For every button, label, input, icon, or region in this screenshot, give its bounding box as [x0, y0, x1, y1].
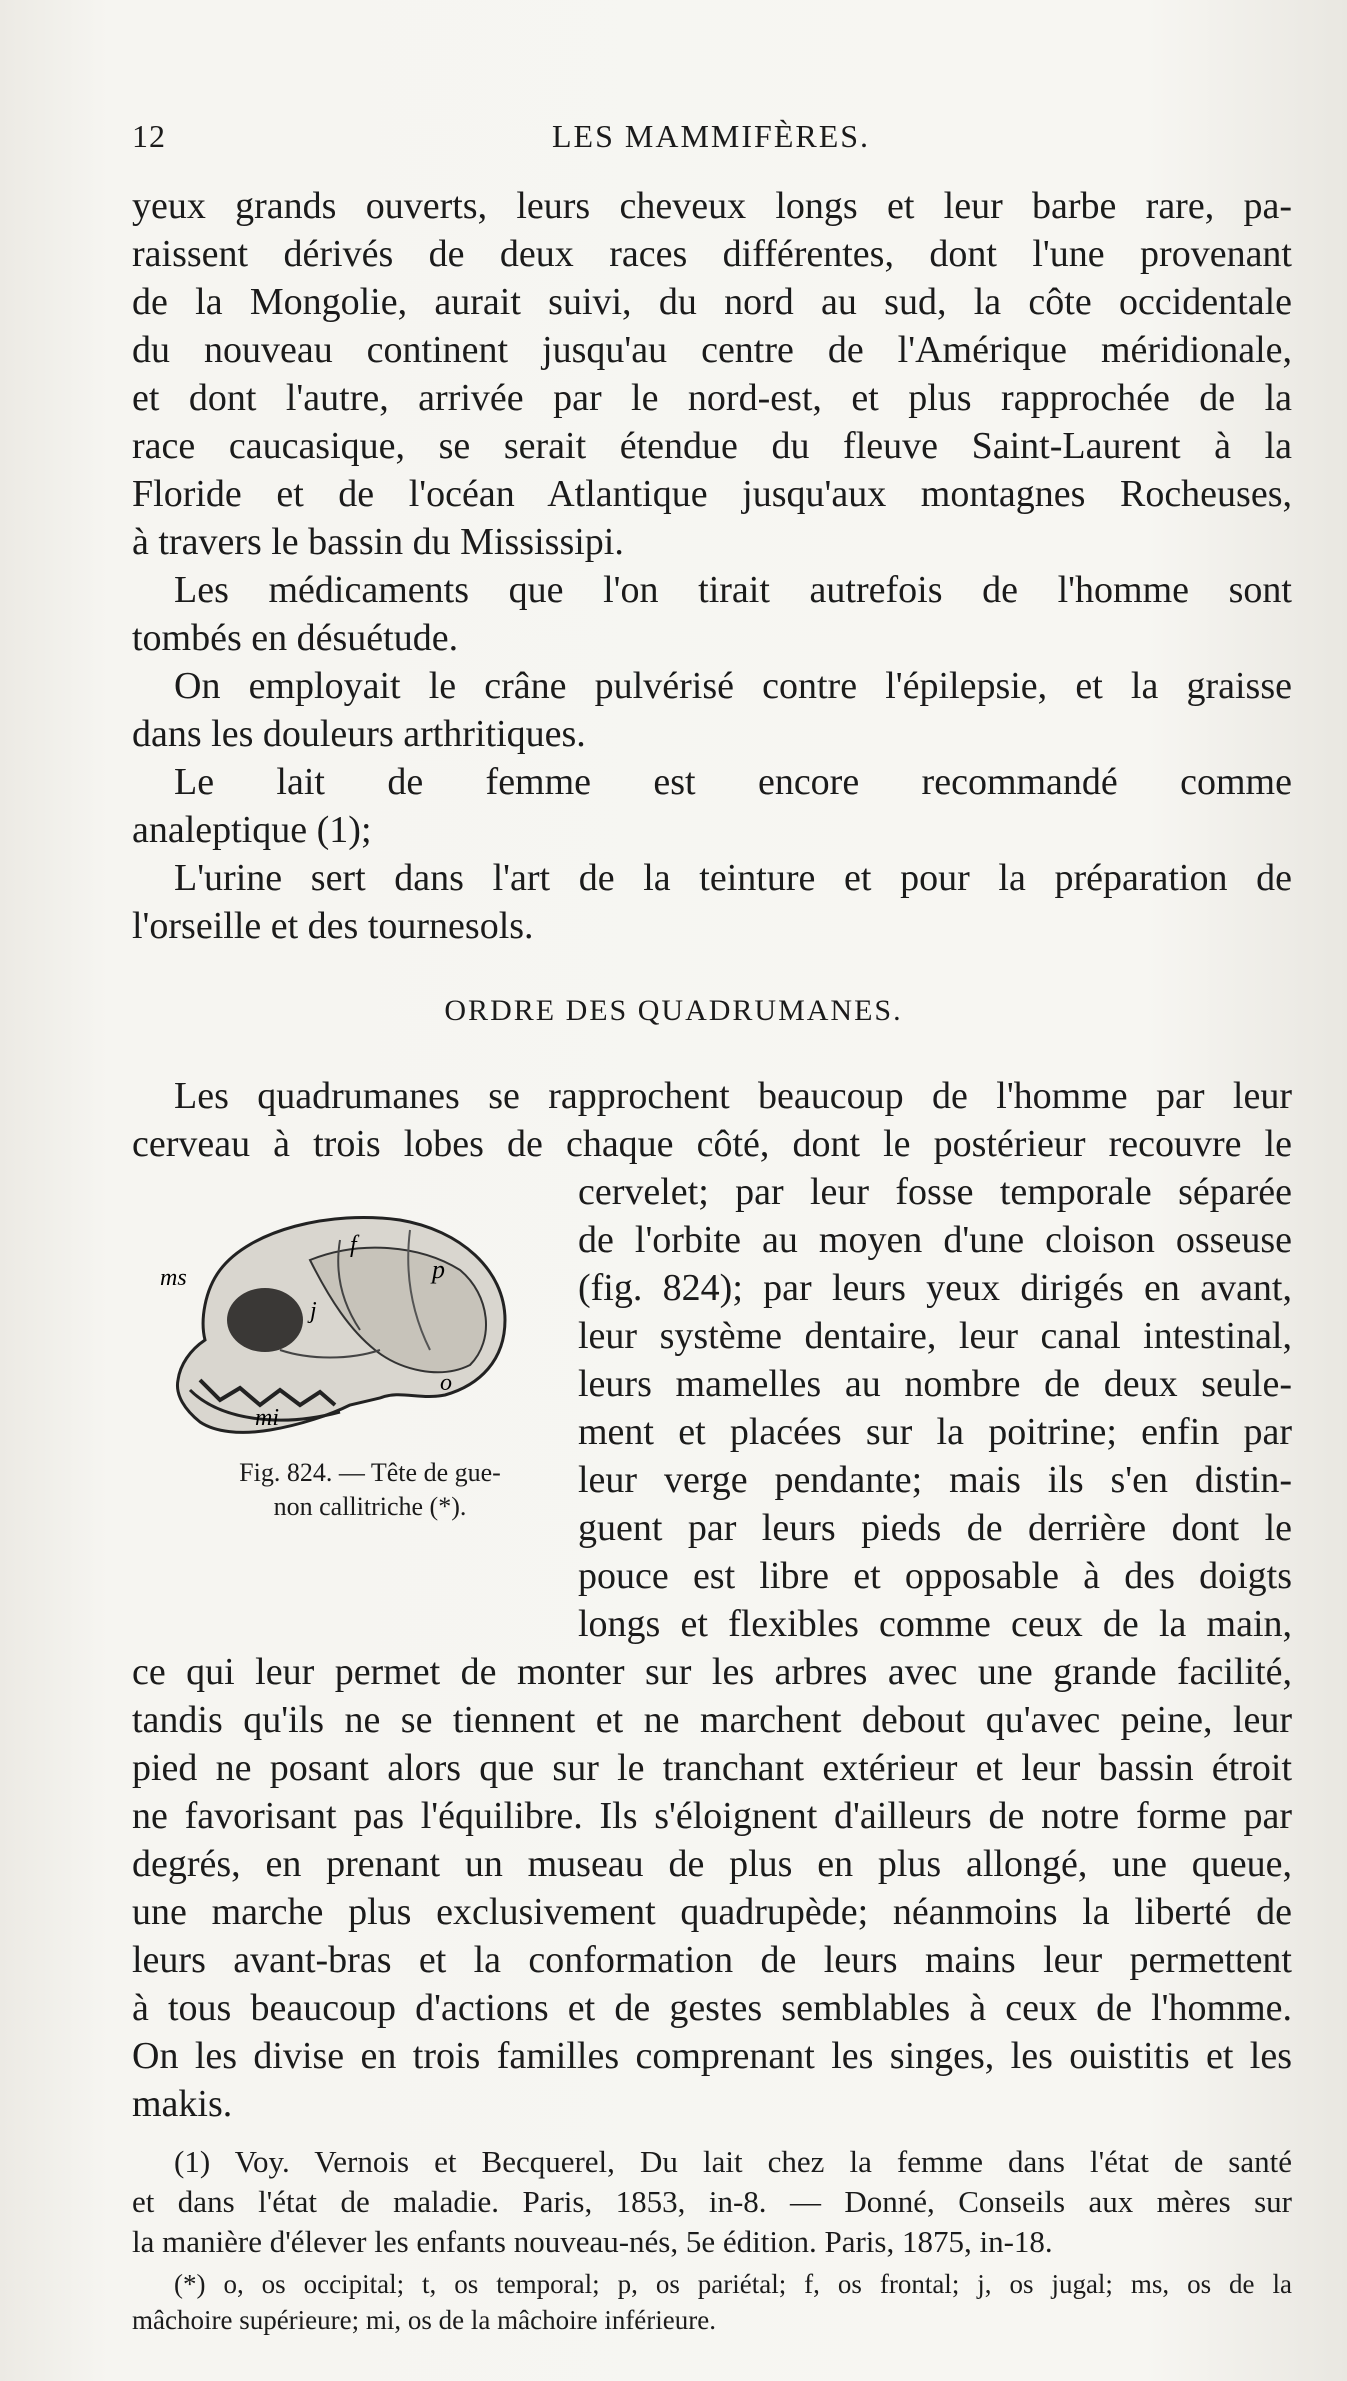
text-line: de la Mongolie, aurait suivi, du nord au sud, la côte occidentale [132, 281, 1292, 323]
text-line: analeptique (1); [132, 809, 372, 851]
text-line: ne favorisant pas l'équilibre. Ils s'éloignent d'ailleurs de notre forme par [132, 1795, 1292, 1837]
page-number: 12 [132, 118, 166, 154]
text-line: leur verge pendante; mais ils s'en distin- [578, 1459, 1292, 1501]
paragraph-crane [132, 662, 1292, 758]
text-line: leur système dentaire, leur canal intestinal, [578, 1315, 1292, 1357]
paragraph-quadrumanes-rest [132, 1648, 1292, 2128]
page-header [132, 118, 1292, 158]
label-f: f [350, 1232, 357, 1258]
text-line: du nouveau continent jusqu'au centre de l'Amérique méridionale, [132, 329, 1292, 371]
text-line: (fig. 824); par leurs yeux dirigés en avant, [578, 1267, 1292, 1309]
label-p: p [432, 1255, 445, 1284]
text-line: makis. [132, 2083, 233, 2125]
paragraph-quadrumanes-intro [132, 1072, 1292, 1168]
text-line: une marche plus exclusivement quadrupède; néanmoins la liberté de [132, 1891, 1292, 1933]
text-line: tombés en désuétude. [132, 617, 459, 659]
paragraph-urine [132, 854, 1292, 950]
text-line: ment et placées sur la poitrine; enfin par [578, 1411, 1292, 1453]
text-line: race caucasique, se serait étendue du fleuve Saint-Laurent à la [132, 425, 1292, 467]
footnote-line: mâchoire supérieure; mi, os de la mâchoire inférieure. [132, 2305, 716, 2335]
text-line: pied ne posant alors que sur le tranchant extérieur et leur bassin étroit [132, 1747, 1292, 1789]
text-line: Floride et de l'océan Atlantique jusqu'aux montagnes Rocheuses, [132, 473, 1292, 515]
paragraph-quadrumanes-wrapped [578, 1168, 1292, 1648]
label-ms: ms [160, 1265, 187, 1291]
text-line: raissent dérivés de deux races différentes, dont l'une provenant [132, 233, 1292, 275]
label-mi: mi [255, 1405, 279, 1431]
footnote-line: et dans l'état de maladie. Paris, 1853, in-8. — Donné, Conseils aux mères sur [132, 2184, 1292, 2219]
text-line: leurs mamelles au nombre de deux seule- [578, 1363, 1292, 1405]
text-line: dans les douleurs arthritiques. [132, 713, 586, 755]
footnote-2 [132, 2266, 1292, 2338]
text-line: L'urine sert dans l'art de la teinture et pour la préparation de [174, 857, 1292, 899]
skull-illustration [160, 1200, 520, 1450]
text-line: pouce est libre et opposable à des doigts [578, 1555, 1292, 1597]
text-line: cervelet; par leur fosse temporale séparée [578, 1171, 1292, 1213]
section-title: ORDRE DES QUADRUMANES. [444, 994, 903, 1027]
text-line: On employait le crâne pulvérisé contre l'épilepsie, et la graisse [174, 665, 1292, 707]
caption-line: non callitriche (*). [273, 1492, 467, 1521]
text-line: tandis qu'ils ne se tiennent et ne marchent debout qu'avec peine, leur [132, 1699, 1292, 1741]
paragraph-lait [132, 758, 1292, 854]
text-line: On les divise en trois familles comprenant les singes, les ouistitis et les [132, 2035, 1292, 2077]
running-title: LES MAMMIFÈRES. [552, 118, 871, 154]
text-line: Les médicaments que l'on tirait autrefois de l'homme sont [174, 569, 1292, 611]
text-line: et dont l'autre, arrivée par le nord-est, et plus rapprochée de la [132, 377, 1292, 419]
caption-line: Fig. 824. — Tête de gue- [239, 1458, 501, 1487]
label-o: o [440, 1370, 452, 1396]
text-line: yeux grands ouverts, leurs cheveux longs et leur barbe rare, pa- [132, 185, 1292, 227]
paragraph-medicaments [132, 566, 1292, 662]
footnote-line: (1) Voy. Vernois et Becquerel, Du lait chez la femme dans l'état de santé [174, 2144, 1292, 2179]
text-line: guent par leurs pieds de derrière dont le [578, 1507, 1292, 1549]
text-line: l'orseille et des tournesols. [132, 905, 534, 947]
text-line: ce qui leur permet de monter sur les arbres avec une grande facilité, [132, 1651, 1292, 1693]
text-line: degrés, en prenant un museau de plus en plus allongé, une queue, [132, 1843, 1292, 1885]
skull-figure [160, 1200, 520, 1450]
figure-caption [200, 1456, 540, 1524]
text-line: leurs avant-bras et la conformation de leurs mains leur permettent [132, 1939, 1292, 1981]
footnote-1 [132, 2142, 1292, 2262]
text-line: cerveau à trois lobes de chaque côté, dont le postérieur recouvre le [132, 1123, 1292, 1165]
text-line: Le lait de femme est encore recommandé comme [174, 761, 1292, 803]
footnote-line: la manière d'élever les enfants nouveau-nés, 5e édition. Paris, 1875, in-18. [132, 2224, 1053, 2259]
label-j: j [310, 1298, 317, 1324]
text-line: à tous beaucoup d'actions et de gestes semblables à ceux de l'homme. [132, 1987, 1292, 2029]
paragraph-races [132, 182, 1292, 566]
text-line: de l'orbite au moyen d'une cloison osseuse [578, 1219, 1292, 1261]
footnote-line: (*) o, os occipital; t, os temporal; p, os pariétal; f, os frontal; j, os jugal; ms, os de la [174, 2269, 1292, 2299]
text-line: longs et flexibles comme ceux de la main, [578, 1603, 1292, 1645]
text-line: à travers le bassin du Mississipi. [132, 521, 624, 563]
text-line: Les quadrumanes se rapprochent beaucoup de l'homme par leur [174, 1075, 1292, 1117]
